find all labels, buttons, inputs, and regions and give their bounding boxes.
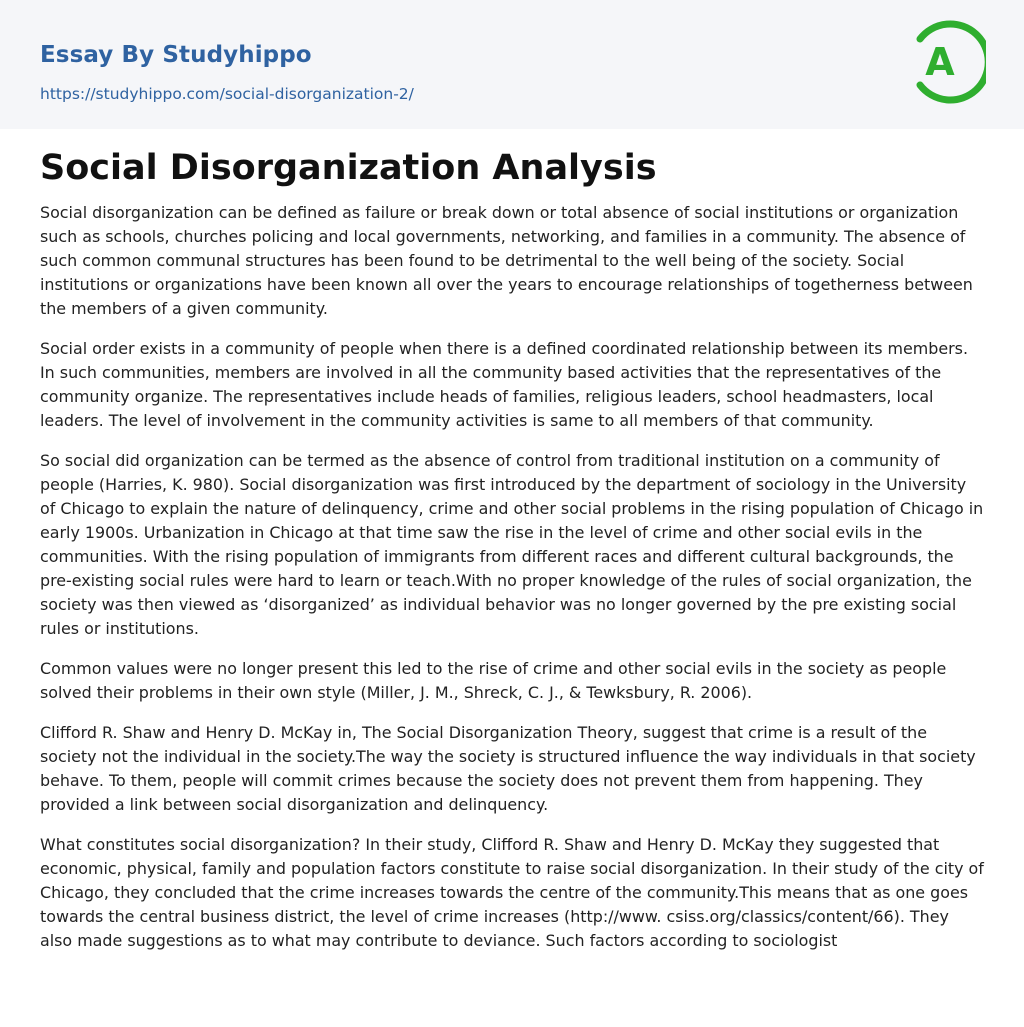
article-paragraph-1: Social disorganization can be defined as failure or break down or total absence of social institutions or organization such as schools, churches policing and local governments, networking, and families in a community. The absence of such common communal structures has been found to be detrimental to the well being of the society. Social institutions or organizations have been known all over the years to encourage relationships of togetherness between the members of a given community. [40, 203, 973, 318]
article-paragraph-3: So social did organization can be termed as the absence of control from traditional institution on a community of people (Harries, K. 980). Social disorganization was first introduced by the department of sociology in the University of Chicago to explain the nature of delinquency, crime and other social problems in the rising population of Chicago in early 1900s. Urbanization in Chicago at that time saw the rise in the level of crime and other social evils in the communities. With the rising population of immigrants from different races and different cultural backgrounds, the pre-existing social rules were hard to learn or teach.With no proper knowledge of the rules of social organization, the society was then viewed as ‘disorganized’ as individual behavior was no longer governed by the pre existing social rules or institutions. [40, 451, 984, 638]
source-url-link[interactable]: https://studyhippo.com/social-disorganization-2/ [40, 85, 414, 103]
page-title: Social Disorganization Analysis [40, 148, 657, 188]
article-paragraph-6: What constitutes social disorganization? In their study, Clifford R. Shaw and Henry D. McKay they suggested that economic, physical, family and population factors constitute to raise social disorganization. In their study of the city of Chicago, they concluded that the crime increases towards the centre of the community.This means that as one goes towards the central business district, the level of crime increases (http://www. csiss.org/classics/content/66). They also made suggestions as to what may contribute to deviance. Such factors according to sociologist [40, 835, 984, 950]
site-header [0, 0, 1024, 129]
article-paragraph-5: Clifford R. Shaw and Henry D. McKay in, The Social Disorganization Theory, suggest that crime is a result of the society not the individual in the society.The way the society is structured influence the way individuals in that society behave. To them, people will commit crimes because the society does not prevent them from happening. They provided a link between social disorganization and delinquency. [40, 723, 976, 814]
article-paragraph-2: Social order exists in a community of people when there is a defined coordinated relationship between its members. In such communities, members are involved in all the community based activities that the representatives of the community organize. The representatives include heads of families, religious leaders, school headmasters, local leaders. The level of involvement in the community activities is same to all members of that community. [40, 339, 969, 430]
brand-title[interactable]: Essay By Studyhippo [40, 42, 312, 68]
logo-letter: A [925, 40, 955, 84]
article [40, 145, 984, 969]
article-paragraph-4: Common values were no longer present this led to the rise of crime and other social evils in the society as people solved their problems in their own style (Miller, J. M., Shreck, C. J., & Tewksbury, R. 2006). [40, 659, 947, 702]
studyhippo-logo-icon[interactable] [912, 19, 986, 105]
